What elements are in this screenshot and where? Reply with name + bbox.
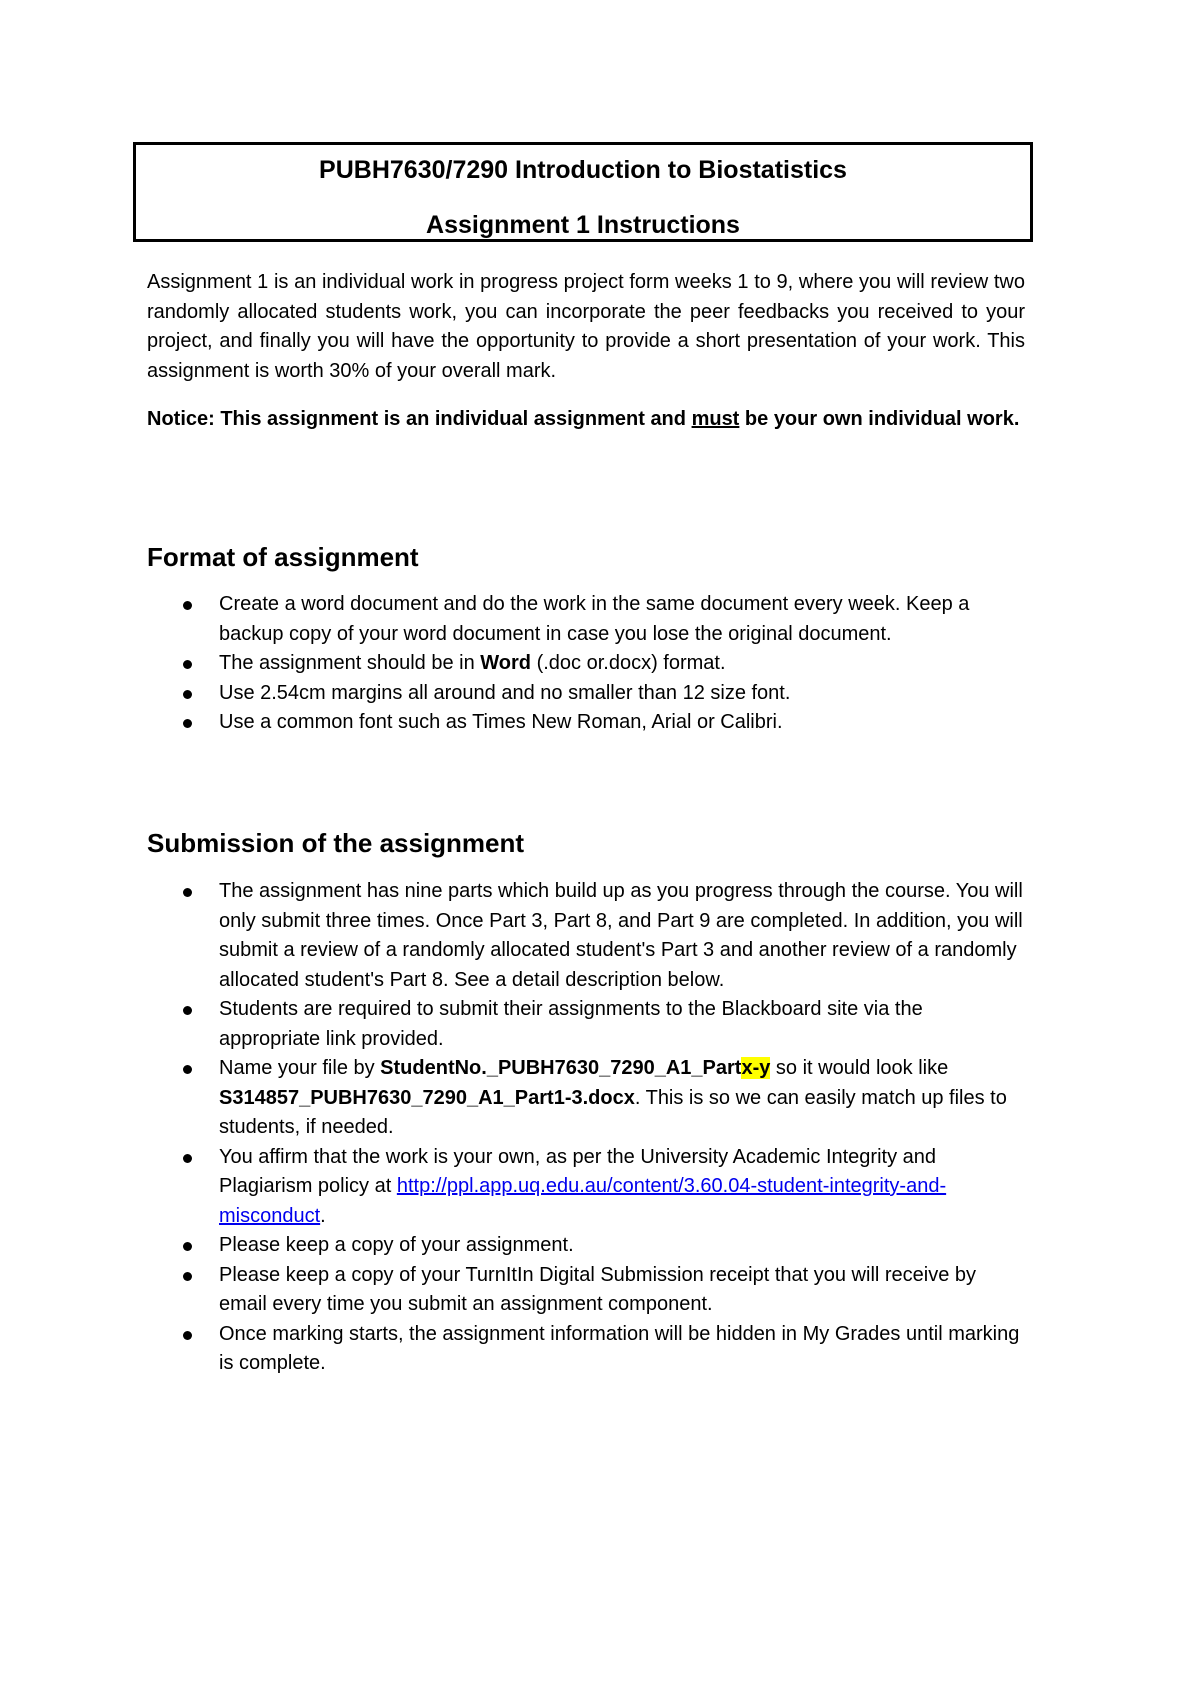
policy-text-post: .: [320, 1204, 326, 1227]
bullet-icon: [183, 1154, 192, 1163]
bullet-icon: [183, 719, 192, 728]
bullet-icon: [183, 1065, 192, 1074]
list-item-text: Create a word document and do the work in the same document every week. Keep a backup copy of your word document in case you lose the original document.: [219, 593, 970, 645]
format-heading: Format of assignment: [147, 542, 419, 572]
bullet-icon: [183, 1006, 192, 1015]
list-item: [147, 877, 1027, 995]
list-item-word: Word: [480, 652, 532, 674]
file-name-post: . This is so we can easily match up files to students, if needed.: [219, 1086, 1007, 1138]
list-item: [147, 995, 1027, 1054]
list-item-text-pre: The assignment should be in: [219, 652, 481, 674]
submission-list: [147, 877, 1027, 1379]
list-item: [147, 649, 1027, 679]
list-item: [147, 590, 1027, 649]
policy-text-pre: You affirm that the work is your own, as per the University Academic Integrity and Plagiarism policy at: [219, 1145, 937, 1197]
title-box: [133, 142, 1033, 242]
list-item: [147, 1054, 1027, 1143]
list-item-text-post: (.doc or.docx) format.: [531, 652, 726, 674]
intro-paragraph: Assignment 1 is an individual work in progress project form weeks 1 to 9, where you will review two randomly allocated students work, you can incorporate the peer feedbacks you received to your project, and finally you will have the opportunity to provide a short presentation of your work. This assignment is worth 30% of your overall mark.: [147, 271, 1025, 382]
bullet-icon: [183, 1331, 192, 1340]
assignment-title: Assignment 1 Instructions: [426, 211, 740, 239]
file-name-pre: Name your file by: [219, 1057, 381, 1079]
bullet-icon: [183, 888, 192, 897]
list-item-text: Use a common font such as Times New Roman, Arial or Calibri.: [219, 711, 783, 733]
file-name-example: S314857_PUBH7630_7290_A1_Part1-3.docx: [219, 1086, 635, 1109]
list-item-text: The assignment has nine parts which build up as you progress through the course. You will only submit three times. Once Part 3, Part 8, and Part 9 are completed. In addition, you will submit a review of a randomly allocated student's Part 3 and another review of a randomly allocated student's Part 8. See a detail description below.: [219, 880, 1023, 991]
list-item-text: Use 2.54cm margins all around and no smaller than 12 size font.: [219, 681, 791, 704]
notice-must: must: [691, 408, 740, 430]
bullet-icon: [183, 1272, 192, 1281]
bullet-icon: [183, 690, 192, 699]
file-name-mid: so it would look like: [770, 1057, 949, 1079]
submission-heading: Submission of the assignment: [147, 828, 525, 858]
list-item-text: Please keep a copy of your TurnItIn Digital Submission receipt that you will receive by email every time you submit an assignment component.: [219, 1263, 977, 1315]
file-name-pattern: StudentNo._PUBH7630_7290_A1_Part: [380, 1057, 742, 1079]
list-item-text: Please keep a copy of your assignment.: [219, 1234, 574, 1256]
list-item: [147, 1143, 1027, 1232]
bullet-icon: [183, 1242, 192, 1251]
list-item: [147, 1261, 1027, 1320]
notice-paragraph: [147, 405, 1025, 435]
notice-text-1: Notice: This assignment is an individual assignment and: [147, 408, 692, 430]
bullet-icon: [183, 601, 192, 610]
list-item: [147, 1320, 1027, 1379]
list-item: [147, 679, 1027, 709]
policy-link[interactable]: http://ppl.app.uq.edu.au/content/3.60.04-student-integrity-and-misconduct: [219, 1175, 947, 1227]
list-item: [147, 708, 1027, 738]
file-name-highlight: x-y: [741, 1057, 771, 1079]
bullet-icon: [183, 660, 192, 669]
course-title: PUBH7630/7290 Introduction to Biostatistics: [319, 156, 847, 184]
format-list: [147, 590, 1027, 738]
list-item-text: Once marking starts, the assignment information will be hidden in My Grades until marking is complete.: [219, 1322, 1020, 1374]
notice-text-2: be your own individual work.: [739, 408, 1020, 430]
list-item-text: Students are required to submit their assignments to the Blackboard site via the appropriate link provided.: [219, 998, 923, 1050]
list-item: [147, 1231, 1027, 1261]
